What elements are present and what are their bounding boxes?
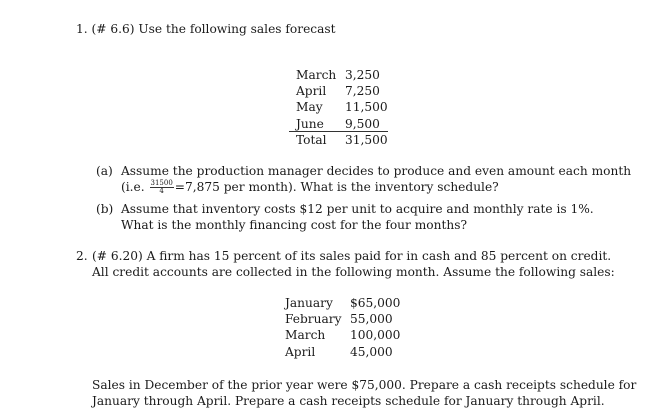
forecast-month: June <box>296 116 324 131</box>
sales-month: January <box>285 296 333 310</box>
forecast-units: 7,250 <box>345 84 380 99</box>
table-row <box>296 116 388 132</box>
part-b-label: (b) <box>96 202 114 216</box>
fraction <box>150 180 174 195</box>
forecast-month: May <box>296 100 323 115</box>
closing-line-1: Sales in December of the prior year were $75,000. Prepare a cash receipts schedule for <box>92 378 637 392</box>
part-a-line-2 <box>121 179 499 195</box>
table-row <box>285 327 400 343</box>
table-row <box>296 67 388 83</box>
part-b-line-1: Assume that inventory costs $12 per unit to acquire and monthly rate is 1%. <box>121 202 594 216</box>
sales-amount: 45,000 <box>350 344 393 359</box>
table-row <box>285 295 400 311</box>
forecast-units: 9,500 <box>345 116 380 131</box>
problem-2-number: 2. <box>76 249 88 263</box>
problem-2-line-1: (# 6.20) A firm has 15 percent of its sales paid for in cash and 85 percent on credit. <box>92 249 612 263</box>
problem-1-number: 1. <box>76 22 88 36</box>
total-rule <box>289 131 388 132</box>
sales-amount: 100,000 <box>350 328 401 343</box>
total-units: 31,500 <box>345 132 388 147</box>
sales-table <box>285 295 400 360</box>
forecast-units: 3,250 <box>345 68 380 82</box>
forecast-month: April <box>296 84 327 99</box>
sales-month: February <box>285 312 342 327</box>
table-row <box>296 83 388 99</box>
sales-month: March <box>285 328 326 343</box>
fraction-denominator: 4 <box>159 187 164 195</box>
fraction-numerator: 31500 <box>150 179 173 187</box>
problem-1-heading <box>76 21 336 37</box>
table-row-total <box>296 132 388 148</box>
sales-amount: 55,000 <box>350 312 393 327</box>
table-row <box>296 99 388 115</box>
part-a-line-1: Assume the production manager decides to produce and even amount each month <box>121 164 632 178</box>
table-row <box>285 344 400 360</box>
part-a-line-2-pre: (i.e. <box>121 180 145 194</box>
forecast-month: March <box>296 68 337 82</box>
sales-amount: $65,000 <box>350 296 401 310</box>
forecast-units: 11,500 <box>345 100 388 115</box>
part-b-line-2: What is the monthly financing cost for the four months? <box>121 218 468 232</box>
part-a-label: (a) <box>96 164 113 178</box>
sales-forecast-table <box>296 67 388 148</box>
table-row <box>285 311 400 327</box>
part-a-line-2-post: =7,875 per month). What is the inventory schedule? <box>174 180 499 194</box>
sales-month: April <box>285 344 316 359</box>
closing-line-2: January through April. Prepare a cash receipts schedule for January through April. <box>92 394 605 408</box>
problem-1-heading-text: (# 6.6) Use the following sales forecast <box>91 22 336 36</box>
total-label: Total <box>296 132 327 147</box>
problem-2-line-2: All credit accounts are collected in the following month. Assume the following sales: <box>92 265 615 279</box>
